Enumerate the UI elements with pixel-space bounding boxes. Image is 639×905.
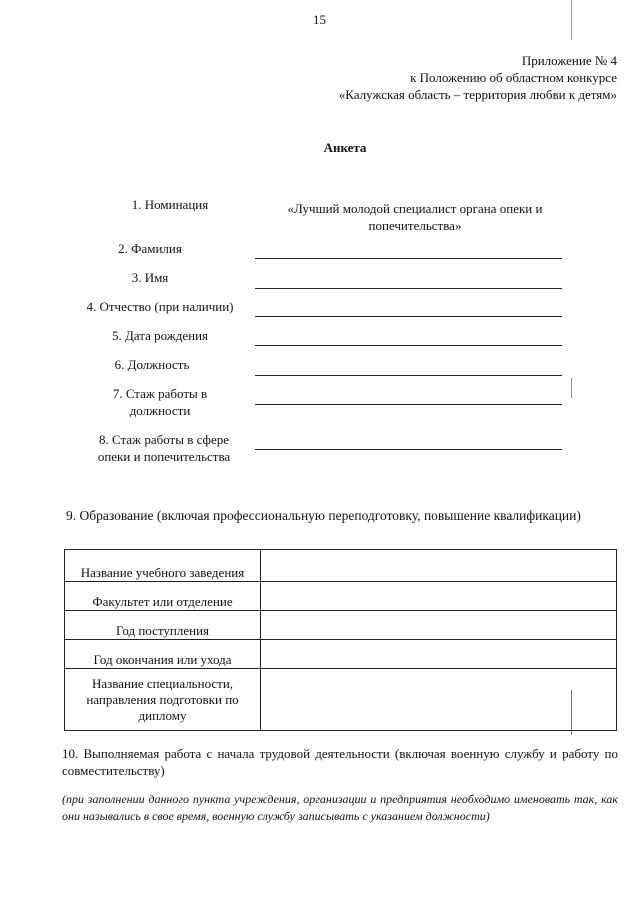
education-row-label: Название учебного заведения xyxy=(65,550,261,582)
scan-line xyxy=(571,378,572,398)
birthdate-label: 5. Дата рождения xyxy=(111,328,209,343)
education-table xyxy=(64,549,617,731)
position-experience-label-line-2: должности xyxy=(129,403,191,418)
education-row-label: Название специальности, направления подготовки по диплому xyxy=(65,669,261,731)
patronymic-field[interactable] xyxy=(255,316,562,317)
table-row xyxy=(65,611,617,640)
surname-label: 2. Фамилия xyxy=(118,241,182,256)
position-experience-label-line-1: 7. Стаж работы в xyxy=(112,386,208,401)
table-row xyxy=(65,550,617,582)
table-row xyxy=(65,640,617,669)
table-row xyxy=(65,669,617,731)
education-row-value[interactable] xyxy=(261,582,617,611)
education-row-value[interactable] xyxy=(261,550,617,582)
name-label: 3. Имя xyxy=(131,270,169,285)
work-note: (при заполнении данного пункта учреждения, организации и предприятия необходимо именовать так, как они назывались в свое время, военную службу записывать с указанием должности) xyxy=(62,792,618,823)
page-number: 15 xyxy=(313,12,326,27)
work-heading: 10. Выполняемая работа с начала трудовой деятельности (включая военную службу и работу по совместительству) xyxy=(62,746,618,778)
surname-field[interactable] xyxy=(255,258,562,259)
name-field[interactable] xyxy=(255,288,562,289)
table-row xyxy=(65,582,617,611)
birthdate-field[interactable] xyxy=(255,345,562,346)
education-row-value[interactable] xyxy=(261,640,617,669)
education-row-label: Год поступления xyxy=(65,611,261,640)
education-heading: 9. Образование (включая профессиональную переподготовку, повышение квалификации) xyxy=(66,508,581,523)
position-label: 6. Должность xyxy=(114,357,190,372)
appendix-line-3: «Калужская область – территория любви к детям» xyxy=(338,87,617,102)
guardianship-experience-field[interactable] xyxy=(255,449,562,450)
patronymic-label: 4. Отчество (при наличии) xyxy=(86,299,234,314)
nomination-label: 1. Номинация xyxy=(131,197,209,212)
position-field[interactable] xyxy=(255,375,562,376)
position-experience-field[interactable] xyxy=(255,404,562,405)
guardianship-experience-label-line-1: 8. Стаж работы в сфере xyxy=(99,432,229,447)
nomination-value: «Лучший молодой специалист органа опеки и попечительства» xyxy=(287,201,543,233)
education-row-value[interactable] xyxy=(261,669,617,731)
scan-line xyxy=(571,0,572,40)
appendix-line-1: Приложение № 4 xyxy=(521,53,617,68)
document-title: Анкета xyxy=(323,140,367,155)
education-row-label: Факультет или отделение xyxy=(65,582,261,611)
appendix-header xyxy=(339,52,617,103)
education-row-value[interactable] xyxy=(261,611,617,640)
education-row-label: Год окончания или ухода xyxy=(65,640,261,669)
guardianship-experience-label xyxy=(66,431,262,465)
position-experience-label xyxy=(70,385,250,419)
appendix-line-2: к Положению об областном конкурсе xyxy=(410,70,617,85)
scan-line xyxy=(571,690,572,735)
guardianship-experience-label-line-2: опеки и попечительства xyxy=(97,449,231,464)
